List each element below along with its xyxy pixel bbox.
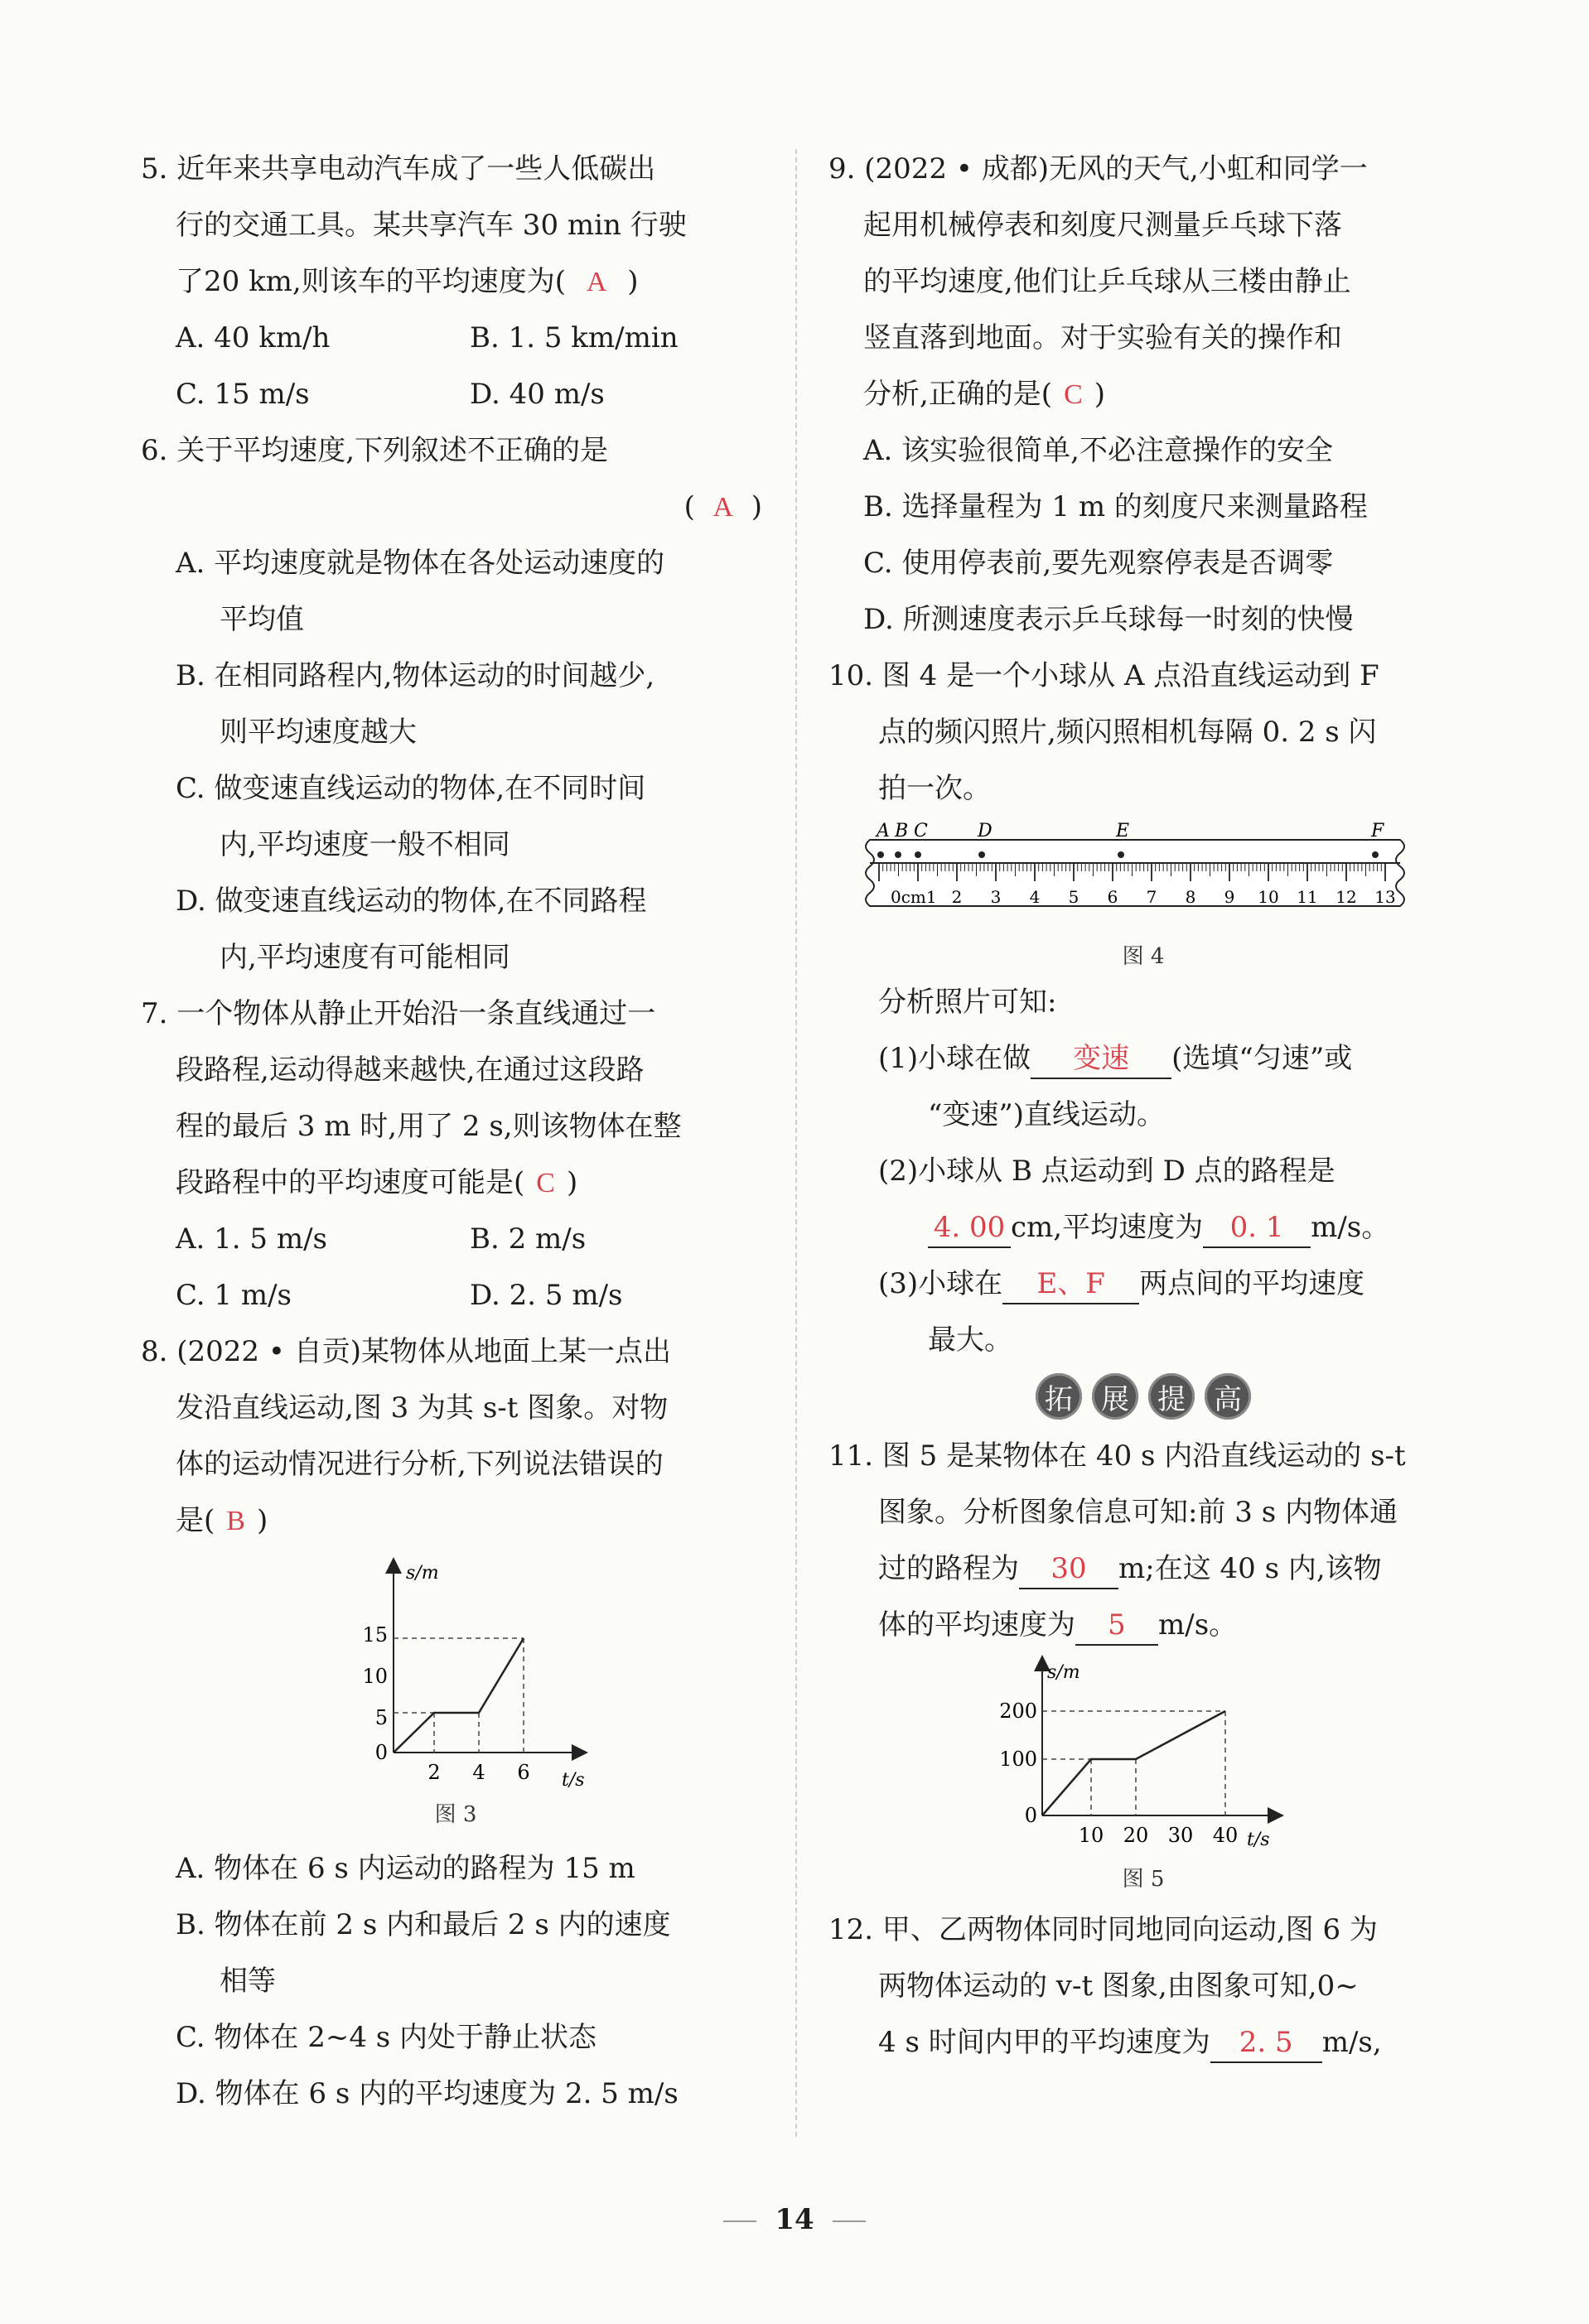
fig5-xtick-30: 30 (1167, 1824, 1194, 1847)
q5-option-c: C. 15 m/s (176, 378, 310, 411)
q9-option-b: B. 选择量程为 1 m 的刻度尺来测量路程 (863, 490, 1368, 523)
left-column (141, 141, 770, 2122)
question-8 (141, 1324, 770, 2122)
q11-line-4 (828, 1597, 1458, 1653)
q10-p3-post: 两点间的平均速度 (1139, 1267, 1365, 1300)
fig3-x-label: t/s (562, 1770, 585, 1791)
q10-p2-mid: cm,平均速度为 (1011, 1211, 1204, 1244)
page-number (0, 2203, 1589, 2236)
q10-part-2-cont (828, 1199, 1458, 1256)
fig3-xtick-6: 6 (517, 1761, 530, 1784)
fig4-scale-8: 8 (1185, 887, 1196, 907)
q6-option-d: D. 做变速直线运动的物体,在不同路程 (176, 885, 647, 918)
q8-line-4: 是( B ) (176, 1504, 268, 1537)
fig3-ytick-5: 5 (374, 1706, 388, 1729)
question-6 (141, 422, 770, 986)
q10-p2-answer-2: 0. 1 (1203, 1208, 1311, 1248)
fig5-xtick-10: 10 (1078, 1824, 1104, 1847)
fig3-y-label: s/m (406, 1563, 439, 1584)
q11-l4-pre: 体的平均速度为 (878, 1608, 1075, 1642)
q6-answer: A (712, 492, 734, 523)
fig4-scale-7: 7 (1146, 887, 1157, 907)
fig3-xtick-4: 4 (472, 1761, 485, 1784)
q6-option-b: B. 在相同路程内,物体运动的时间越少, (176, 659, 655, 692)
q9-line-3: 的平均速度,他们让乒乓球从三楼由静止 (863, 265, 1351, 298)
fig5-ytick-100: 100 (999, 1748, 1037, 1771)
fig4-scale-12: 12 (1335, 887, 1357, 907)
fig3-xtick-2: 2 (427, 1761, 441, 1784)
question-11 (828, 1428, 1458, 1902)
fig4-dot-d (978, 851, 985, 858)
fig4-point-b: B (895, 821, 909, 841)
q11-l3-pre: 过的路程为 (878, 1552, 1019, 1585)
fig5-xtick-20: 20 (1123, 1824, 1149, 1847)
fig4-caption: 图 4 (1122, 944, 1165, 969)
fig3-data-line (394, 1638, 524, 1753)
q10-part-3-cont: 最大。 (928, 1324, 1012, 1357)
q8-line-4-text: 是( (176, 1504, 215, 1537)
q6-option-a: A. 平均速度就是物体在各处运动速度的 (176, 547, 665, 580)
q8-line-1: 8. (2022 • 自贡)某物体从地面上某一点出 (141, 1335, 671, 1368)
q10-p1-pre: (1)小球在做 (878, 1042, 1031, 1075)
q9-line-1: 9. (2022 • 成都)无风的天气,小虹和同学一 (828, 152, 1368, 186)
q6-option-c: C. 做变速直线运动的物体,在不同时间 (176, 772, 646, 805)
q5-option-a: A. 40 km/h (176, 321, 331, 354)
fig4-scale-0: 0cm1 (891, 887, 937, 907)
q5-close-paren: ) (627, 265, 639, 298)
q7-options-row-1 (141, 1211, 770, 1267)
q6-option-c-cont: 内,平均速度一般不相同 (220, 828, 510, 861)
q8-option-c: C. 物体在 2~4 s 内处于静止状态 (176, 2021, 597, 2054)
q11-l4-post: m/s。 (1158, 1608, 1238, 1642)
q10-part-2: (2)小球从 B 点运动到 D 点的路程是 (878, 1155, 1335, 1188)
fig5-x-label: t/s (1247, 1830, 1270, 1850)
q7-option-b: B. 2 m/s (470, 1222, 587, 1256)
q7-line-3: 程的最后 3 m 时,用了 2 s,则该物体在整 (176, 1110, 682, 1143)
column-divider (795, 149, 797, 2137)
q7-option-c: C. 1 m/s (176, 1279, 292, 1312)
fig5-data-line (1042, 1711, 1225, 1815)
fig4-point-f: F (1371, 821, 1384, 841)
q10-p1-post: (选填“匀速”或 (1171, 1042, 1353, 1075)
page-number-dash-left (723, 2220, 756, 2222)
q7-line-2: 段路程,运动得越来越快,在通过这段路 (176, 1054, 645, 1087)
q10-part-1 (828, 1030, 1458, 1087)
fig3-st-graph (141, 1549, 770, 1797)
q6-option-b-cont: 则平均速度越大 (220, 716, 417, 749)
q7-line-4: 段路程中的平均速度可能是( C ) (176, 1166, 578, 1199)
fig4-point-d: D (978, 821, 993, 841)
q5-answer: A (586, 267, 607, 297)
fig5-ytick-200: 200 (999, 1700, 1037, 1723)
q12-answer: 2. 5 (1210, 2023, 1322, 2063)
q6-option-a-cont: 平均值 (220, 603, 304, 636)
question-9 (828, 141, 1458, 648)
fig4-point-e: E (1116, 821, 1130, 841)
q10-p1-answer: 变速 (1031, 1039, 1171, 1079)
q9-line-5: 分析,正确的是( C ) (863, 378, 1106, 411)
q9-option-d: D. 所测速度表示乒乓球每一时刻的快慢 (863, 603, 1354, 636)
q10-line-3: 拍一次。 (878, 772, 991, 805)
q5-options-row-1 (141, 310, 770, 366)
q8-option-b-cont: 相等 (220, 1965, 276, 1998)
q9-answer: C (1064, 379, 1083, 410)
q10-p3-answer: E、F (1002, 1265, 1139, 1304)
q10-intro: 分析照片可知: (878, 986, 1057, 1019)
q9-line-5-text: 分析,正确的是( (863, 378, 1053, 411)
q8-line-3: 体的运动情况进行分析,下列说法错误的 (176, 1448, 664, 1481)
q10-part-3 (828, 1256, 1458, 1312)
fig5-ytick-0: 0 (1024, 1804, 1037, 1827)
fig4-dot-a (877, 851, 884, 858)
q12-l3-post: m/s, (1321, 2026, 1382, 2059)
q7-options-row-2 (141, 1267, 770, 1324)
fig3-ytick-15: 15 (362, 1623, 388, 1647)
banner-char-3: 提 (1148, 1373, 1195, 1420)
q12-line-1: 12. 甲、乙两物体同时同地同向运动,图 6 为 (828, 1913, 1378, 1946)
q11-answer-1: 30 (1019, 1550, 1118, 1589)
q11-line-1: 11. 图 5 是某物体在 40 s 内沿直线运动的 s-t (828, 1439, 1406, 1473)
q10-p2-answer-1: 4. 00 (928, 1208, 1011, 1248)
fig4-scale-13: 13 (1374, 887, 1396, 907)
q11-line-3 (828, 1540, 1458, 1597)
q8-line-2: 发沿直线运动,图 3 为其 s-t 图象。对物 (176, 1391, 669, 1425)
fig3-ytick-10: 10 (362, 1665, 388, 1688)
q9-line-2: 起用机械停表和刻度尺测量乒乓球下落 (863, 209, 1342, 242)
fig5-st-graph (828, 1653, 1458, 1860)
fig4-dot-f (1372, 851, 1379, 858)
right-column (828, 141, 1458, 2071)
q5-options-row-2 (141, 366, 770, 422)
q10-p2-post: m/s。 (1311, 1211, 1390, 1244)
q10-line-1: 10. 图 4 是一个小球从 A 点沿直线运动到 F (828, 659, 1379, 692)
question-10 (828, 648, 1458, 1368)
fig4-scale-10: 10 (1258, 887, 1279, 907)
q6-answer-line: ( A ) (683, 490, 762, 523)
q8-option-b: B. 物体在前 2 s 内和最后 2 s 内的速度 (176, 1908, 671, 1941)
fig3-caption: 图 3 (434, 1802, 477, 1827)
q6-stem: 6. 关于平均速度,下列叙述不正确的是 (141, 434, 609, 467)
fig4-scale-3: 3 (990, 887, 1002, 907)
fig4-point-a: A (877, 821, 890, 841)
banner-char-1: 拓 (1036, 1373, 1082, 1420)
fig3-ytick-0: 0 (374, 1741, 388, 1764)
q9-line-4: 竖直落到地面。对于实验有关的操作和 (863, 321, 1342, 354)
q7-option-a: A. 1. 5 m/s (176, 1222, 327, 1256)
q5-option-b: B. 1. 5 km/min (470, 321, 679, 354)
q12-l3-pre: 4 s 时间内甲的平均速度为 (878, 2026, 1210, 2059)
fig4-scale-9: 9 (1224, 887, 1235, 907)
fig5-caption: 图 5 (1122, 1867, 1165, 1892)
q7-option-d: D. 2. 5 m/s (470, 1279, 623, 1312)
q8-option-a: A. 物体在 6 s 内运动的路程为 15 m (176, 1852, 635, 1885)
page-number-dash-right (833, 2220, 866, 2222)
q7-line-4-text: 段路程中的平均速度可能是( (176, 1166, 525, 1199)
q10-line-2: 点的频闪照片,频闪照相机每隔 0. 2 s 闪 (878, 716, 1377, 749)
q8-option-d: D. 物体在 6 s 内的平均速度为 2. 5 m/s (176, 2077, 679, 2110)
q5-option-d: D. 40 m/s (470, 378, 605, 411)
q11-line-2: 图象。分析图象信息可知:前 3 s 内物体通 (878, 1496, 1398, 1529)
fig4-dot-e (1118, 851, 1124, 858)
fig4-dot-b (895, 851, 901, 858)
q8-answer: B (226, 1506, 245, 1536)
section-banner-extension (828, 1373, 1458, 1420)
banner-char-4: 高 (1205, 1373, 1251, 1420)
figure-3 (141, 1549, 770, 1840)
fig5-xtick-40: 40 (1212, 1824, 1239, 1847)
q7-line-1: 7. 一个物体从静止开始沿一条直线通过一 (141, 997, 656, 1030)
page-number-text: 14 (775, 2203, 814, 2236)
fig4-dot-c (915, 851, 921, 858)
q10-p3-pre: (3)小球在 (878, 1267, 1003, 1300)
fig4-scale-6: 6 (1107, 887, 1118, 907)
q11-l3-post: m;在这 40 s 内,该物 (1118, 1552, 1382, 1585)
q11-answer-2: 5 (1075, 1606, 1158, 1646)
question-12 (828, 1902, 1458, 2071)
fig5-y-label: s/m (1047, 1662, 1080, 1683)
figure-4 (828, 817, 1458, 974)
banner-char-2: 展 (1092, 1373, 1138, 1420)
q5-line-1: 5. 近年来共享电动汽车成了一些人低碳出 (141, 152, 656, 186)
fig4-scale-5: 5 (1068, 887, 1079, 907)
fig4-point-c: C (914, 821, 928, 841)
q10-part-1-cont: “变速”)直线运动。 (928, 1098, 1166, 1131)
q5-line-3-text: 了20 km,则该车的平均速度为( (176, 265, 566, 298)
figure-5 (828, 1653, 1458, 1902)
q5-line-3 (141, 253, 770, 310)
fig4-scale-4: 4 (1029, 887, 1041, 907)
fig4-ruler (828, 817, 1458, 924)
fig4-scale-11: 11 (1297, 887, 1318, 907)
q12-line-3 (828, 2014, 1458, 2071)
q6-option-d-cont: 内,平均速度有可能相同 (220, 941, 510, 974)
q12-line-2: 两物体运动的 v-t 图象,由图象可知,0~ (878, 1970, 1359, 2003)
fig4-ruler-body (866, 840, 1404, 906)
q9-option-c: C. 使用停表前,要先观察停表是否调零 (863, 547, 1334, 580)
fig4-scale-2: 2 (951, 887, 963, 907)
q9-option-a: A. 该实验很简单,不必注意操作的安全 (863, 434, 1333, 467)
q5-line-2: 行的交通工具。某共享汽车 30 min 行驶 (176, 209, 687, 242)
question-7 (141, 986, 770, 1324)
question-5 (141, 141, 770, 422)
q7-answer: C (536, 1168, 555, 1198)
